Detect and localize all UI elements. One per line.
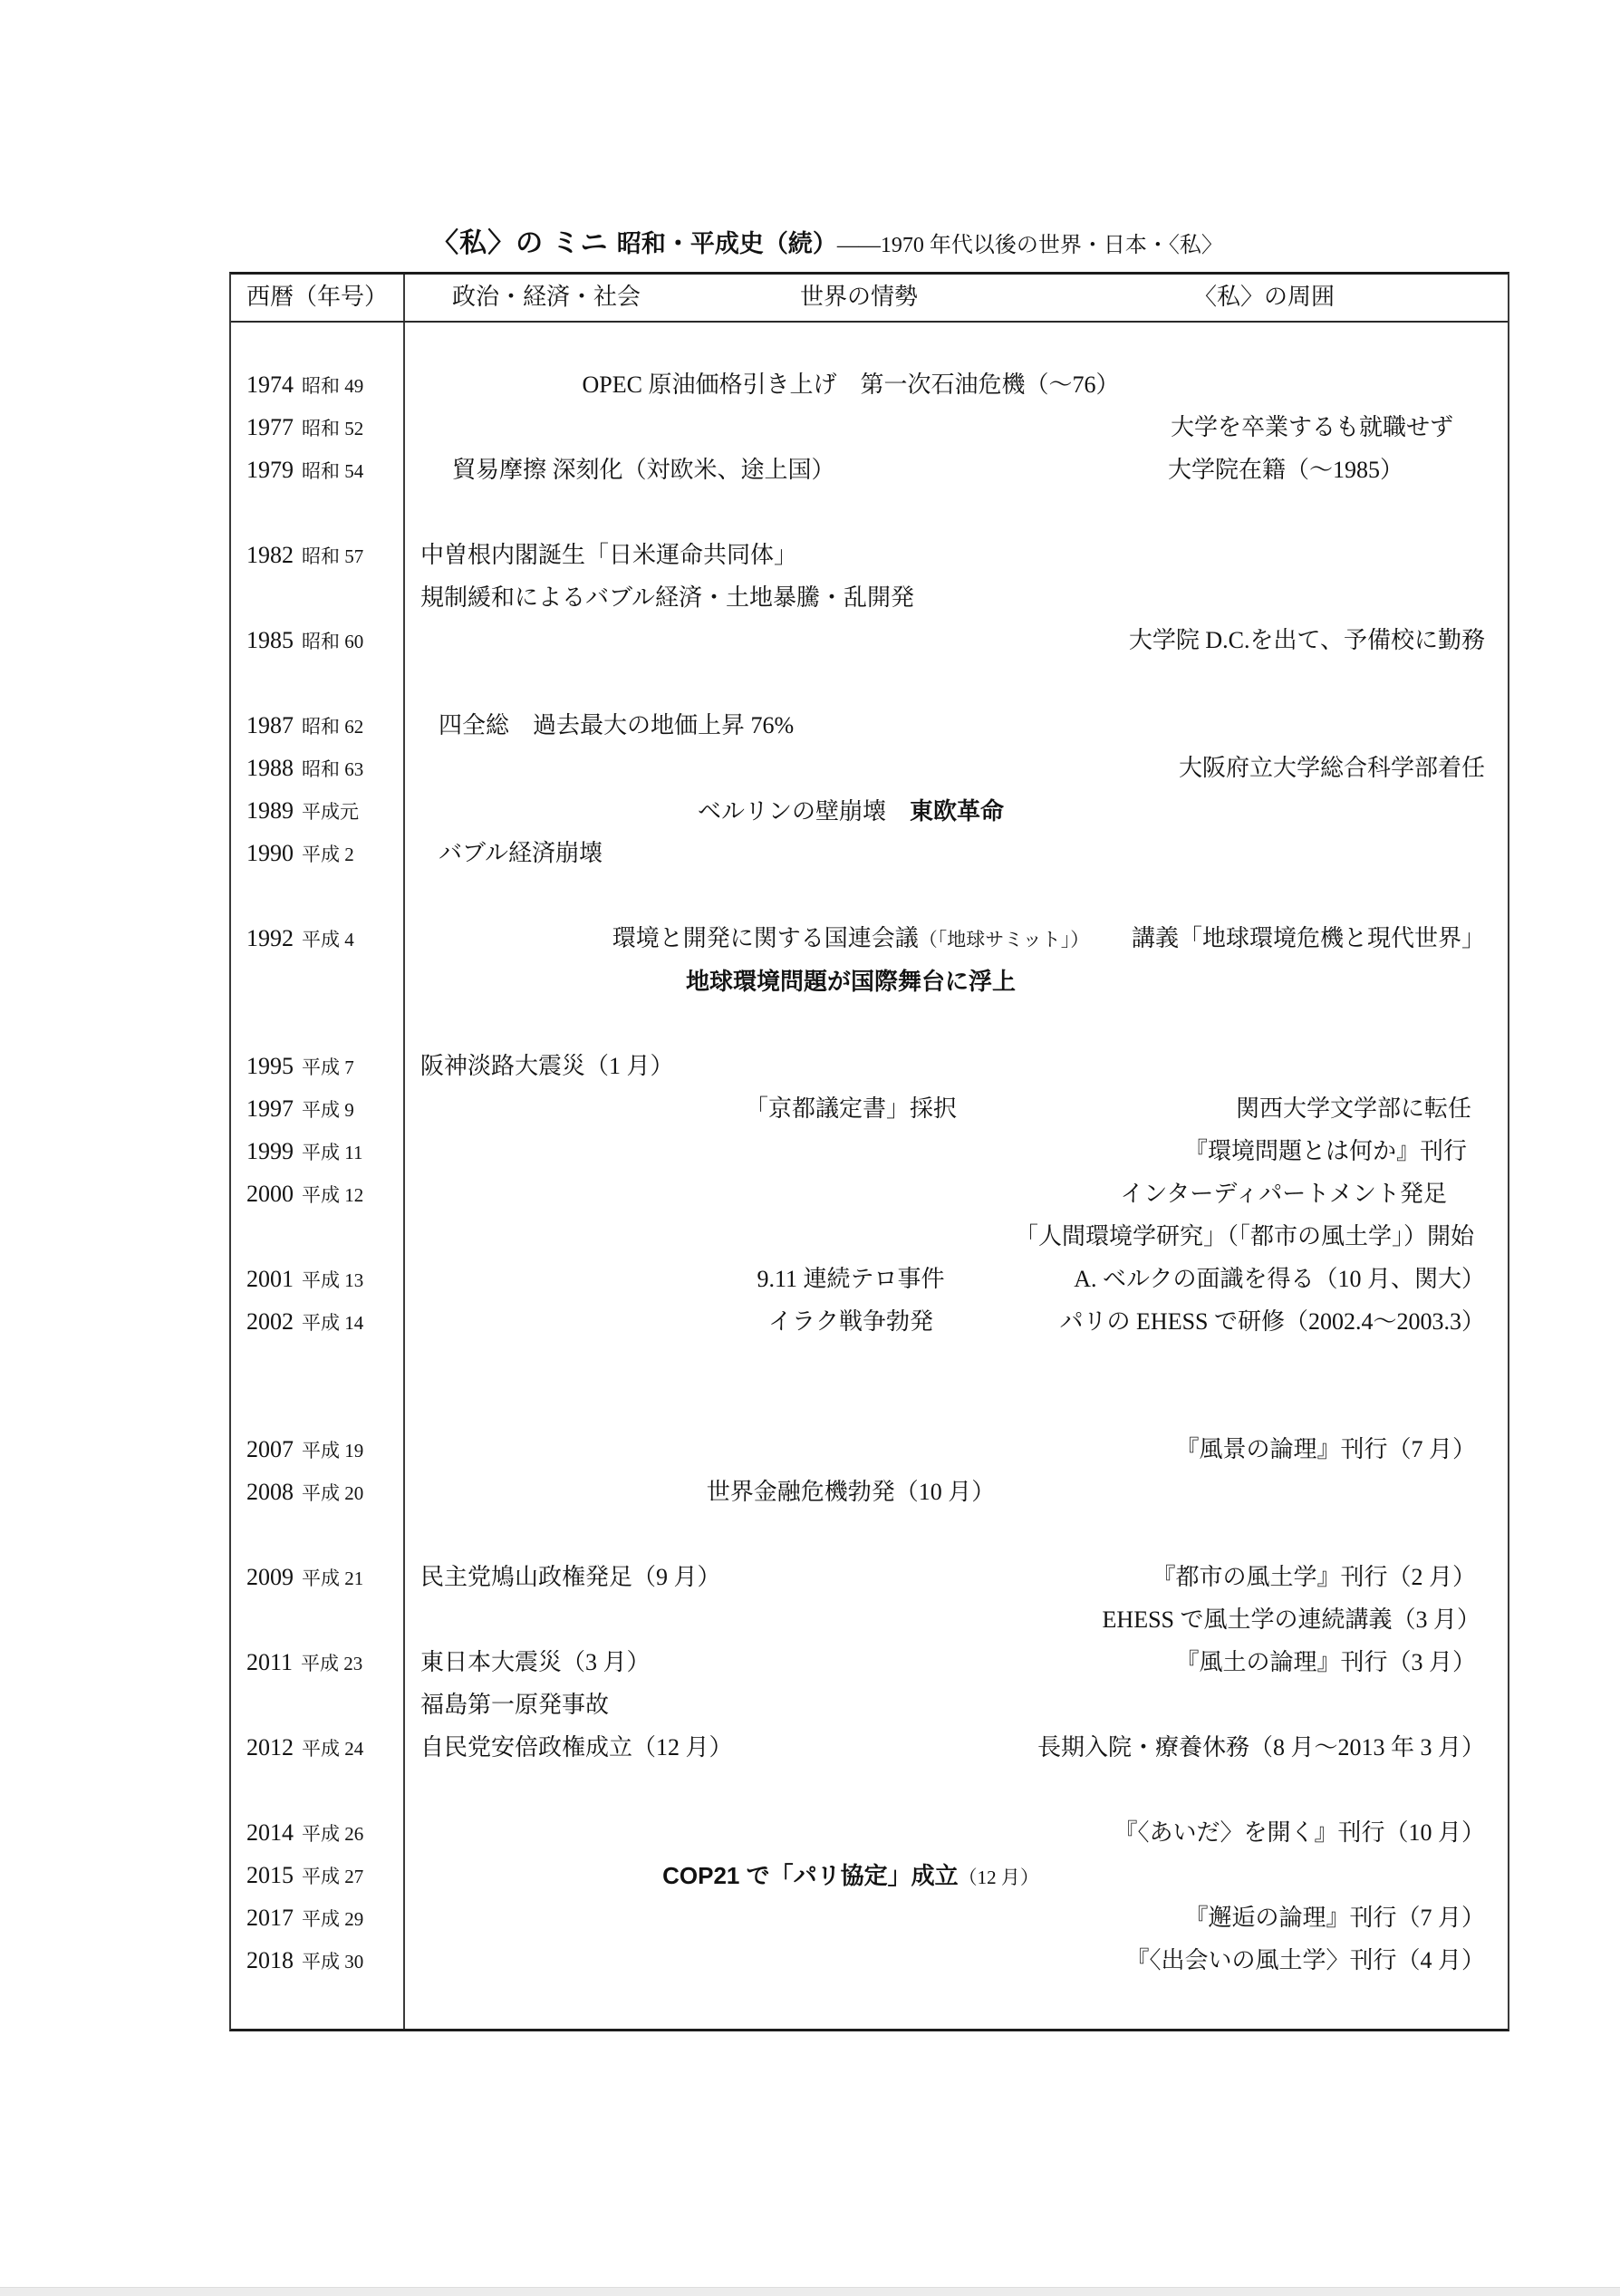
timeline-row <box>231 1432 1508 1468</box>
era-label: 昭和 62 <box>302 716 364 738</box>
era-label: 平成 27 <box>302 1866 364 1887</box>
year-value: 1997 <box>246 1095 294 1122</box>
event-domestic: 民主党鳩山政権発足（9 月） <box>420 1564 721 1590</box>
timeline-row <box>231 452 1508 488</box>
timeline-row <box>231 1900 1508 1936</box>
era-label: 昭和 49 <box>302 375 364 397</box>
era-label: 平成 7 <box>302 1056 354 1078</box>
event-domestic: 四全総 過去最大の地価上昇 76% <box>439 712 795 738</box>
year-value: 2001 <box>246 1266 294 1292</box>
timeline-row <box>231 1815 1508 1851</box>
event-personal: 大学院在籍（～1985） <box>1167 457 1403 483</box>
year-cell <box>246 1176 363 1213</box>
event-world-text: 環境と開発に関する国連会議 <box>612 925 919 951</box>
year-cell <box>246 1559 363 1597</box>
event-world-text: イラク戦争勃発 <box>767 1308 933 1335</box>
header-underline <box>231 321 1508 323</box>
year-value: 2011 <box>246 1649 294 1675</box>
year-value: 2002 <box>246 1308 294 1335</box>
event-personal: インターディパートメント発足 <box>1120 1181 1447 1207</box>
event-domestic: 福島第一原発事故 <box>420 1692 610 1718</box>
event-personal: 『都市の風土学』刊行（2 月） <box>1152 1564 1476 1590</box>
timeline-row <box>231 580 1508 616</box>
event-world-text: ベルリンの壁崩壊 <box>697 798 910 825</box>
year-value: 2007 <box>246 1436 294 1462</box>
timeline-row <box>231 921 1508 957</box>
event-domestic: バブル経済崩壊 <box>439 840 603 866</box>
year-value: 1985 <box>246 627 294 653</box>
event-personal: 「人間環境学研究」（「都市の風土学」）開始 <box>1014 1223 1474 1249</box>
event-personal: 『邂逅の論理』刊行（7 月） <box>1184 1905 1485 1931</box>
event-personal: 大学院 D.C.を出て、予備校に勤務 <box>1128 627 1485 653</box>
event-world-text: （「地球サミット」） <box>918 929 1090 950</box>
year-value: 2015 <box>246 1862 294 1888</box>
timeline-row <box>231 622 1508 659</box>
timeline-row <box>231 1091 1508 1127</box>
event-world-emphasis: 地球環境問題が国際舞台に浮上 <box>685 968 1016 995</box>
timeline-row <box>231 1134 1508 1170</box>
timeline-row <box>231 1474 1508 1510</box>
event-domestic: 中曽根内閣誕生「日米運命共同体」 <box>420 542 798 568</box>
era-label: 昭和 63 <box>302 758 364 780</box>
year-cell <box>246 537 363 574</box>
timeline-row <box>231 1559 1508 1596</box>
era-label: 平成 20 <box>302 1482 364 1504</box>
event-domestic: 貿易摩擦 深刻化（対欧米、途上国） <box>452 457 835 483</box>
page-title-dash-note: ——1970 年代以後の世界・日本・〈私〉 <box>836 234 1223 257</box>
event-world <box>420 1091 1281 1127</box>
era-label: 昭和 60 <box>302 631 364 652</box>
era-label: 平成 24 <box>302 1738 364 1760</box>
year-value: 2014 <box>246 1819 294 1846</box>
era-label: 平成元 <box>302 801 359 823</box>
event-personal: 『環境問題とは何か』刊行 <box>1183 1138 1467 1164</box>
page-title-sub: 昭和・平成史（続） <box>616 230 837 257</box>
event-world <box>420 1474 1281 1510</box>
year-value: 2008 <box>246 1479 294 1505</box>
year-cell <box>246 410 363 447</box>
year-value: 1989 <box>246 797 294 824</box>
era-label: 平成 19 <box>302 1440 364 1462</box>
event-personal: 『風景の論理』刊行（7 月） <box>1175 1436 1476 1462</box>
timeline-row <box>231 1687 1508 1723</box>
event-personal: 『〈出会いの風土学〉刊行（4 月） <box>1125 1947 1485 1973</box>
era-label: 平成 13 <box>302 1269 364 1291</box>
year-cell <box>246 1900 363 1937</box>
timeline-row <box>231 1943 1508 1979</box>
year-cell <box>246 367 363 404</box>
timeline-table <box>229 272 1509 2031</box>
event-domestic: 東日本大震災（3 月） <box>420 1649 651 1675</box>
year-cell <box>246 1730 363 1767</box>
event-personal: 長期入院・療養休務（8 月～2013 年 3 月） <box>1037 1734 1485 1761</box>
year-cell <box>246 1261 363 1298</box>
year-value: 2009 <box>246 1564 294 1590</box>
event-domestic: 規制緩和によるバブル経済・土地暴騰・乱開発 <box>420 584 914 611</box>
event-personal: 『〈あいだ〉を開く』刊行（10 月） <box>1114 1819 1485 1846</box>
event-world <box>420 793 1281 830</box>
year-cell <box>246 1091 354 1128</box>
event-personal: A. ベルクの面識を得る（10 月、関大） <box>1074 1266 1485 1292</box>
column-header-politics-economy-society: 政治・経済・社会 <box>452 284 641 310</box>
timeline-row <box>231 793 1508 829</box>
event-world-text: 世界金融危機勃発（10 月） <box>706 1479 996 1505</box>
year-value: 1987 <box>246 712 294 738</box>
event-world-text: OPEC 原油価格引き上げ 第一次石油危機（～76） <box>582 371 1120 398</box>
year-value: 1999 <box>246 1138 294 1164</box>
column-header-personal: 〈私〉の周囲 <box>1193 284 1336 310</box>
year-cell <box>246 1304 363 1341</box>
timeline-row <box>231 750 1508 786</box>
event-domestic: 阪神淡路大震災（1 月） <box>420 1053 674 1079</box>
event-domestic: 自民党安倍政権成立（12 月） <box>420 1734 733 1761</box>
year-value: 1990 <box>246 840 294 866</box>
timeline-row <box>231 1304 1508 1340</box>
year-value: 1982 <box>246 542 294 568</box>
year-cell <box>246 1474 363 1511</box>
era-label: 平成 29 <box>302 1908 364 1930</box>
timeline-row <box>231 367 1508 403</box>
event-world <box>420 367 1281 403</box>
event-personal: パリの EHESS で研修（2002.4～2003.3） <box>1059 1308 1485 1335</box>
year-value: 1974 <box>246 371 294 398</box>
year-value: 2017 <box>246 1905 294 1931</box>
page-title-main: 〈私〉の ミニ <box>431 228 617 258</box>
year-cell <box>246 708 363 745</box>
year-cell <box>246 1134 362 1171</box>
year-cell <box>246 1815 363 1852</box>
event-personal: 大学を卒業するも就職せず <box>1170 414 1453 440</box>
timeline-row <box>231 1261 1508 1298</box>
page-title <box>229 223 1425 269</box>
year-value: 1977 <box>246 414 294 440</box>
year-value: 2012 <box>246 1734 294 1761</box>
year-value: 1992 <box>246 925 294 951</box>
year-value: 1979 <box>246 457 294 483</box>
year-cell <box>246 1645 362 1682</box>
column-header-year: 西暦（年号） <box>246 284 388 310</box>
event-world-emphasis: COP21 で「パリ協定」成立 <box>662 1862 959 1889</box>
year-value: 1988 <box>246 755 294 781</box>
era-label: 平成 2 <box>302 844 354 865</box>
era-label: 平成 26 <box>302 1823 364 1845</box>
event-personal: 関西大学文学部に転任 <box>1235 1095 1471 1122</box>
era-label: 平成 12 <box>302 1184 364 1206</box>
era-label: 平成 21 <box>302 1568 364 1589</box>
timeline-row <box>231 963 1508 999</box>
event-world-text: 9.11 連続テロ事件 <box>757 1266 945 1292</box>
timeline-row <box>231 708 1508 744</box>
timeline-row <box>231 1602 1508 1638</box>
era-label: 昭和 52 <box>302 418 364 439</box>
era-label: 昭和 57 <box>302 545 364 567</box>
year-cell <box>246 452 363 489</box>
column-header-world-affairs: 世界の情勢 <box>800 284 919 310</box>
event-personal: 講義「地球環境危機と現代世界」 <box>1131 925 1485 951</box>
timeline-row <box>231 1645 1508 1681</box>
event-personal: EHESS で風土学の連続講義（3 月） <box>1102 1606 1480 1633</box>
event-world <box>420 1857 1281 1896</box>
year-value: 1995 <box>246 1053 294 1079</box>
event-personal: 『風土の論理』刊行（3 月） <box>1175 1649 1476 1675</box>
year-cell <box>246 793 359 830</box>
timeline-row <box>231 1176 1508 1212</box>
timeline-row <box>231 410 1508 446</box>
year-value: 2000 <box>246 1181 294 1207</box>
event-world-emphasis: 東欧革命 <box>910 797 1005 825</box>
timeline-row <box>231 1857 1508 1894</box>
year-value: 2018 <box>246 1947 294 1973</box>
event-world-text: （12 月） <box>958 1867 1039 1888</box>
page-bottom-edge <box>0 2287 1620 2296</box>
year-cell <box>246 1943 363 1980</box>
era-label: 平成 23 <box>301 1653 363 1674</box>
timeline-row <box>231 1219 1508 1255</box>
year-cell <box>246 622 363 660</box>
event-world-text: 「京都議定書」採択 <box>744 1095 957 1122</box>
era-label: 昭和 54 <box>302 460 364 482</box>
year-cell <box>246 750 363 787</box>
era-label: 平成 30 <box>302 1951 364 1973</box>
year-cell <box>246 835 354 873</box>
era-label: 平成 14 <box>302 1312 364 1334</box>
timeline-row <box>231 1730 1508 1766</box>
timeline-row <box>231 537 1508 574</box>
era-label: 平成 4 <box>302 929 354 950</box>
event-personal: 大阪府立大学総合科学部着任 <box>1178 755 1485 781</box>
event-world <box>420 963 1281 1000</box>
era-label: 平成 11 <box>302 1142 363 1163</box>
year-cell <box>246 1048 354 1085</box>
year-cell <box>246 1432 363 1469</box>
year-cell <box>246 921 354 958</box>
timeline-row <box>231 1048 1508 1085</box>
year-cell <box>246 1857 363 1895</box>
era-label: 平成 9 <box>302 1099 354 1121</box>
timeline-row <box>231 835 1508 872</box>
